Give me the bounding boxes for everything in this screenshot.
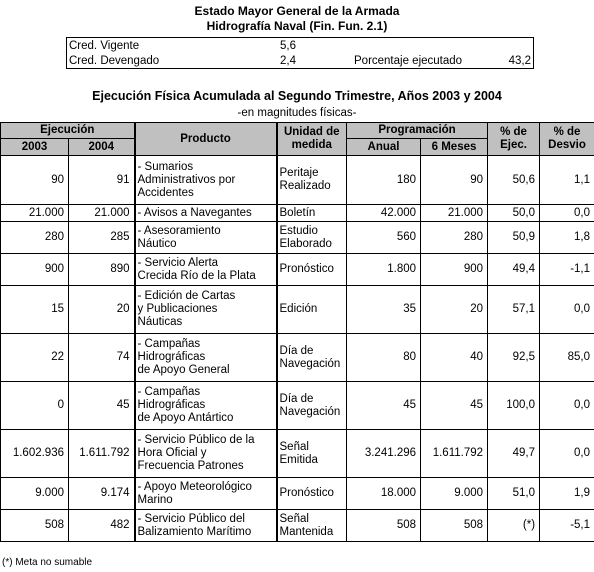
cell-unidad — [277, 205, 347, 222]
cell-2004: 74 — [69, 334, 135, 382]
program-title: Hidrografía Naval (Fin. Fun. 2.1) — [206, 19, 388, 33]
cell-unidad-line: Edición — [279, 303, 318, 315]
credito-vigente-label: Cred. Vigente — [69, 40, 140, 52]
cell-anual: 3.241.296 — [347, 430, 421, 478]
cell-producto — [135, 334, 277, 382]
cell-unidad-line: Día de — [279, 392, 314, 405]
cell-2004: 285 — [69, 222, 135, 254]
cell-porcentaje-ejecucion: (*) — [488, 510, 540, 542]
cell-anual: 180 — [347, 156, 421, 205]
cell-porcentaje-ejecucion: 49,7 — [488, 430, 540, 478]
cell-producto-line: y Publicaciones — [137, 303, 218, 315]
cell-unidad-line: Navegación — [279, 405, 341, 418]
cell-unidad-line: Pronóstico — [279, 263, 334, 275]
cell-producto-line: Hora Oficial y — [137, 447, 207, 459]
col-porcentaje-ejecucion — [488, 123, 540, 156]
cell-2003: 1.602.936 — [1, 430, 69, 478]
cell-producto-line: Balizamiento Marítimo — [137, 525, 252, 538]
cell-unidad-line: Boletín — [279, 206, 316, 219]
cell-unidad — [277, 430, 347, 478]
credits-box — [66, 37, 534, 69]
cell-anual: 35 — [347, 286, 421, 334]
cell-anual: 42.000 — [347, 205, 421, 222]
cell-unidad-line: Emitida — [279, 453, 318, 466]
cell-2003: 22 — [1, 334, 69, 382]
cell-2003: 280 — [1, 222, 69, 254]
cell-6-meses: 900 — [421, 254, 488, 286]
cell-porcentaje-desvio: -1,1 — [540, 254, 594, 286]
cell-2004: 890 — [69, 254, 135, 286]
table-subtitle: -en magnitudes físicas- — [237, 107, 357, 119]
credito-devengado-label: Cred. Devengado — [69, 55, 160, 67]
table-row — [1, 254, 594, 286]
cell-porcentaje-ejecucion: 49,4 — [488, 254, 540, 286]
cell-2004: 9.174 — [69, 478, 135, 510]
cell-producto-line: - Edición de Cartas — [137, 290, 236, 302]
cell-producto-line: - Servicio Público de la — [137, 434, 255, 446]
table-row — [1, 382, 594, 430]
cell-anual: 45 — [347, 382, 421, 430]
cell-producto-line: Accidentes — [137, 186, 194, 199]
cell-producto-line: - Apoyo Meteorológico — [137, 480, 252, 493]
cell-porcentaje-ejecucion: 50,9 — [488, 222, 540, 254]
cell-unidad — [277, 254, 347, 286]
cell-producto — [135, 222, 277, 254]
cell-2003: 900 — [1, 254, 69, 286]
cell-producto-line: - Servicio Público del — [137, 512, 245, 525]
cell-porcentaje-ejecucion: 51,0 — [488, 478, 540, 510]
cell-unidad — [277, 382, 347, 430]
cell-porcentaje-desvio: 0,0 — [540, 382, 594, 430]
col-ejec-line2: Ejec. — [500, 139, 527, 151]
cell-unidad — [277, 222, 347, 254]
cell-2004: 20 — [69, 286, 135, 334]
credito-vigente-value: 5,6 — [280, 40, 296, 52]
col-unidad-line1: Unidad de — [283, 126, 340, 138]
cell-6-meses: 21.000 — [421, 205, 488, 222]
cell-unidad — [277, 286, 347, 334]
cell-producto — [135, 478, 277, 510]
cell-porcentaje-ejecucion: 57,1 — [488, 286, 540, 334]
cell-producto-line: - Avisos a Navegantes — [137, 206, 252, 219]
cell-unidad-line: Día de — [279, 344, 314, 357]
col-2004: 2004 — [69, 139, 135, 156]
col-unidad-line2: medida — [291, 139, 332, 151]
porcentaje-ejecutado-label: Porcentaje ejecutado — [354, 55, 463, 67]
col-2003: 2003 — [1, 139, 69, 156]
cell-porcentaje-desvio: -5,1 — [540, 510, 594, 542]
cell-producto-line: de Apoyo Antártico — [137, 412, 234, 424]
cell-2004: 21.000 — [69, 205, 135, 222]
col-ejecucion: Ejecución — [1, 123, 135, 139]
table-row — [1, 222, 594, 254]
cell-6-meses: 40 — [421, 334, 488, 382]
cell-6-meses: 9.000 — [421, 478, 488, 510]
cell-producto-line: Náuticas — [137, 316, 183, 328]
cell-porcentaje-desvio: 0,0 — [540, 286, 594, 334]
cell-unidad-line: Realizado — [279, 180, 331, 192]
cell-2004: 91 — [69, 156, 135, 205]
cell-unidad-line: Estudio — [279, 224, 318, 237]
cell-porcentaje-ejecucion: 92,5 — [488, 334, 540, 382]
table-row — [1, 156, 594, 205]
cell-2003: 15 — [1, 286, 69, 334]
cell-unidad-line: Peritaje — [279, 167, 319, 179]
cell-anual: 1.800 — [347, 254, 421, 286]
cell-unidad — [277, 510, 347, 542]
cell-unidad-line: Pronóstico — [279, 487, 334, 499]
execution-table — [0, 122, 594, 542]
cell-producto — [135, 382, 277, 430]
cell-6-meses: 508 — [421, 510, 488, 542]
porcentaje-ejecutado-value: 43,2 — [508, 55, 531, 67]
cell-producto-line: Hidrográficas — [137, 399, 206, 411]
col-6-meses: 6 Meses — [421, 139, 488, 156]
cell-2003: 21.000 — [1, 205, 69, 222]
col-programacion: Programación — [347, 123, 488, 139]
cell-6-meses: 45 — [421, 382, 488, 430]
cell-producto — [135, 156, 277, 205]
cell-porcentaje-desvio: 1,8 — [540, 222, 594, 254]
cell-producto-line: - Campañas — [137, 386, 201, 398]
cell-producto-line: Marino — [137, 493, 173, 506]
cell-6-meses: 280 — [421, 222, 488, 254]
cell-producto-line: Frecuencia Patrones — [137, 460, 244, 472]
cell-anual: 560 — [347, 222, 421, 254]
credito-devengado-value: 2,4 — [280, 55, 296, 67]
cell-producto-line: Náutico — [137, 237, 177, 250]
cell-2003: 0 — [1, 382, 69, 430]
table-body — [1, 156, 594, 542]
cell-producto-line: Hidrográficas — [137, 351, 206, 363]
cell-unidad-line: Elaborado — [279, 237, 332, 250]
cell-unidad-line: Mantenida — [279, 525, 334, 538]
cell-unidad — [277, 478, 347, 510]
cell-2004: 482 — [69, 510, 135, 542]
col-desvio-line1: % de — [553, 126, 581, 138]
col-producto: Producto — [135, 123, 277, 156]
cell-producto-line: - Servicio Alerta — [137, 256, 219, 269]
table-row — [1, 205, 594, 222]
cell-producto-line: de Apoyo General — [137, 364, 230, 376]
col-porcentaje-desvio — [540, 123, 594, 156]
table-row — [1, 430, 594, 478]
footnote: (*) Meta no sumable — [2, 557, 93, 568]
cell-6-meses: 90 — [421, 156, 488, 205]
col-anual: Anual — [347, 139, 421, 156]
cell-unidad-line: Señal — [279, 440, 309, 453]
cell-producto-line: Crecida Río de la Plata — [137, 269, 256, 282]
table-row — [1, 478, 594, 510]
table-row — [1, 510, 594, 542]
cell-porcentaje-ejecucion: 50,0 — [488, 205, 540, 222]
cell-unidad — [277, 334, 347, 382]
cell-6-meses: 20 — [421, 286, 488, 334]
cell-porcentaje-desvio: 0,0 — [540, 430, 594, 478]
cell-producto — [135, 205, 277, 222]
cell-producto-line: - Campañas — [137, 338, 201, 350]
cell-anual: 508 — [347, 510, 421, 542]
org-title: Estado Mayor General de la Armada — [194, 4, 400, 18]
cell-producto — [135, 430, 277, 478]
cell-2004: 45 — [69, 382, 135, 430]
cell-2003: 508 — [1, 510, 69, 542]
table-row — [1, 286, 594, 334]
col-unidad — [277, 123, 347, 156]
cell-producto — [135, 254, 277, 286]
cell-producto-line: - Asesoramiento — [137, 224, 221, 237]
table-row — [1, 334, 594, 382]
cell-porcentaje-ejecucion: 50,6 — [488, 156, 540, 205]
col-desvio-line2: Desvio — [548, 139, 586, 151]
cell-producto-line: Administrativos por — [137, 173, 236, 186]
cell-porcentaje-desvio: 1,1 — [540, 156, 594, 205]
col-ejec-line1: % de — [500, 126, 527, 138]
cell-producto-line: - Sumarios — [137, 160, 194, 173]
cell-2004: 1.611.792 — [69, 430, 135, 478]
cell-unidad-line: Señal — [279, 512, 309, 525]
cell-producto — [135, 510, 277, 542]
cell-anual: 18.000 — [347, 478, 421, 510]
cell-anual: 80 — [347, 334, 421, 382]
cell-unidad — [277, 156, 347, 205]
cell-2003: 90 — [1, 156, 69, 205]
cell-porcentaje-desvio: 85,0 — [540, 334, 594, 382]
table-title: Ejecución Física Acumulada al Segundo Trimestre, Años 2003 y 2004 — [92, 89, 502, 103]
cell-6-meses: 1.611.792 — [421, 430, 488, 478]
cell-porcentaje-ejecucion: 100,0 — [488, 382, 540, 430]
cell-porcentaje-desvio: 0,0 — [540, 205, 594, 222]
cell-producto — [135, 286, 277, 334]
cell-unidad-line: Navegación — [279, 357, 341, 370]
cell-2003: 9.000 — [1, 478, 69, 510]
cell-porcentaje-desvio: 1,9 — [540, 478, 594, 510]
